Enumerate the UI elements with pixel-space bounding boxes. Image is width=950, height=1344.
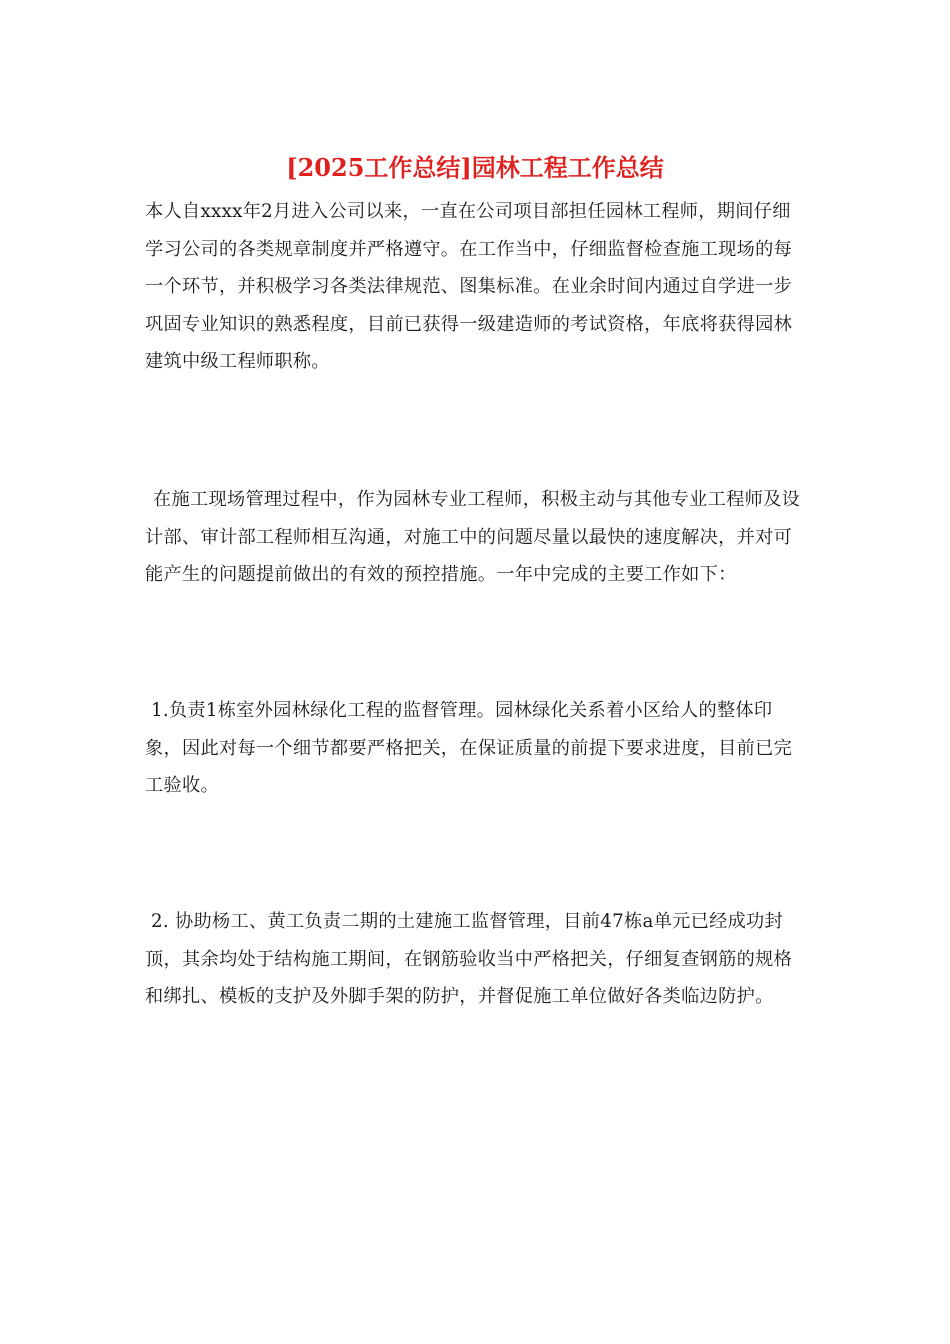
paragraph-item-1: 1.负责1栋室外园林绿化工程的监督管理。园林绿化关系着小区给人的整体印象，因此对每一个细节都要严格把关，在保证质量的前提下要求进度，目前已完工验收。 [145, 700, 793, 797]
paragraph-item-2: 2. 协助杨工、黄工负责二期的土建施工监督管理，目前47栋a单元已经成功封顶，其余均处于结构施工期间，在钢筋验收当中严格把关，仔细复查钢筋的规格和绑扎、模板的支护及外脚手架的防护，并督促施工单位做好各类临边防护。 [145, 911, 793, 1008]
document-title: [2025工作总结]园林工程工作总结 [286, 153, 664, 182]
paragraph-intro: 本人自xxxx年2月进入公司以来，一直在公司项目部担任园林工程师，期间仔细学习公司的各类规章制度并严格遵守。在工作当中，仔细监督检查施工现场的每一个环节，并积极学习各类法律规范、图集标准。在业余时间内通过自学进一步巩固专业知识的熟悉程度，目前已获得一级建造师的考试资格，年底将获得园林建筑中级工程师职称。 [145, 201, 793, 373]
paragraph-site-management: 在施工现场管理过程中，作为园林专业工程师，积极主动与其他专业工程师及设计部、审计部工程师相互沟通，对施工中的问题尽量以最快的速度解决，并对可能产生的问题提前做出的有效的预控措施。一年中完成的主要工作如下： [145, 489, 801, 586]
